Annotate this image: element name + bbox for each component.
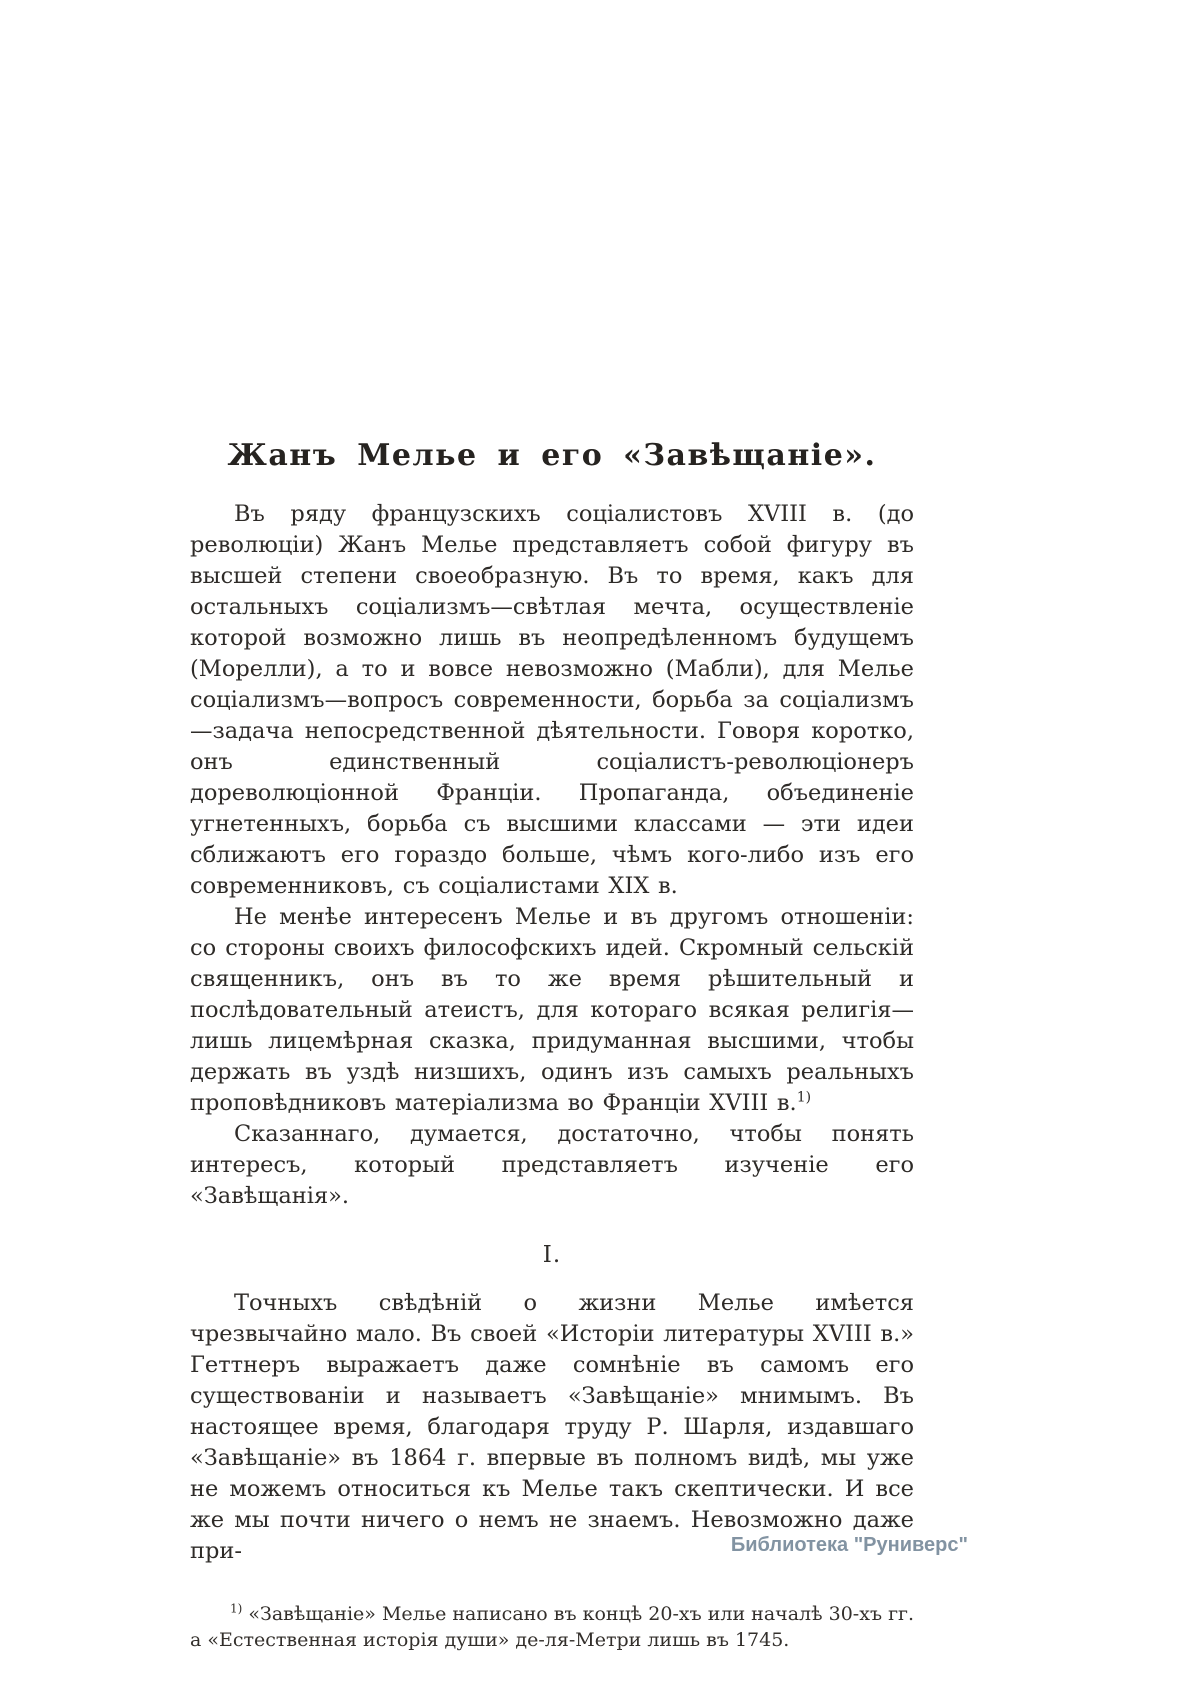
page-title: Жанъ Мелье и его «Завѣщаніе». [227, 438, 877, 473]
page-content [190, 438, 914, 1653]
paragraph-conclusion: Сказаннаго, думается, достаточно, чтобы понять интересъ, который представляетъ изученіе его «Завѣщанія». [190, 1121, 914, 1209]
section-heading: I. [542, 1242, 562, 1268]
footnote-text: «Завѣщаніе» Мелье написано въ концѣ 20-хъ или началѣ 30-хъ гг. а «Естественная исторія души» де-ля-Метри лишь въ 1745. [190, 1603, 915, 1651]
paragraph-text: Не менѣе интересенъ Мелье и въ другомъ отношеніи: со стороны своихъ философскихъ идей. Скромный сельскій священникъ, онъ въ то же время рѣшительный и послѣдовательный атеистъ, для котораго всякая религія—лишь лицемѣрная сказка, придуманная высшими, чтобы держать въ уздѣ низшихъ, одинъ изъ самыхъ реальныхъ проповѣдниковъ матеріализма во Франціи XVIII в. [190, 904, 914, 1116]
paragraph-section-one: Точныхъ свѣдѣній о жизни Мелье имѣется чрезвычайно мало. Въ своей «Исторіи литературы XVIII в.» Геттнеръ выражаетъ даже сомнѣніе въ самомъ его существованіи и называетъ «Завѣщаніе» мнимымъ. Въ настоящее время, благодаря труду Р. Шарля, издавшаго «Завѣщаніе» въ 1864 г. впервые въ полномъ видѣ, мы уже не можемъ относиться къ Мелье такъ скептически. И все же мы почти ничего о немъ не знаемъ. Невозможно даже при- [190, 1290, 914, 1564]
paragraph-intro: Въ ряду французскихъ соціалистовъ XVIII в. (до революціи) Жанъ Мелье представляетъ собой фигуру въ высшей степени своеобразную. Въ то время, какъ для остальныхъ соціализмъ—свѣтлая мечта, осуществленіе которой возможно лишь въ неопредѣленномъ будущемъ (Морелли), а то и вовсе невозможно (Мабли), для Мелье соціализмъ—вопросъ современности, борьба за соціализмъ—задача непосредственной дѣятельности. Говоря коротко, онъ единственный соціалистъ-революціонеръ дореволюціонной Франціи. Пропаганда, объединеніе угнетенныхъ, борьба съ высшими классами — эти идеи сближаютъ его гораздо больше, чѣмъ кого-либо изъ его современниковъ, съ соціалистами XIX в. [190, 501, 914, 899]
footnote-marker: 1) [230, 1601, 243, 1616]
footnote [190, 1601, 914, 1653]
paragraph-philosophy [190, 902, 914, 1119]
footnote-ref-superscript: 1) [796, 1089, 812, 1106]
library-watermark: Библиотека "Руниверс" [730, 1534, 968, 1556]
